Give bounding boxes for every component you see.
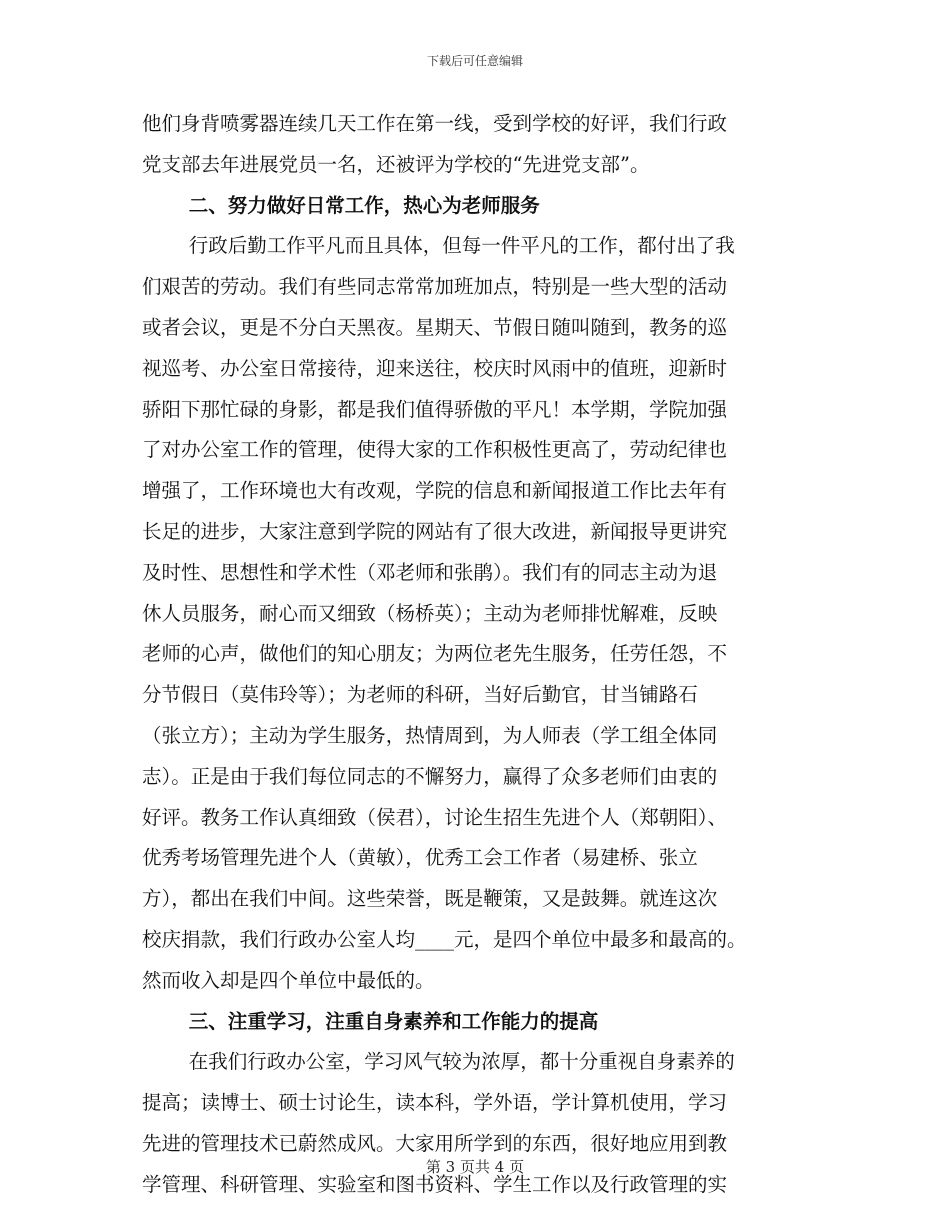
body-text-line: 方），都出在我们中间。这些荣誉，既是鞭策，又是鼓舞。就连这次 (142, 887, 718, 911)
section-heading: 三、注重学习，注重自身素养和工作能力的提高 (188, 1009, 599, 1033)
body-text-line: 们艰苦的劳动。我们有些同志常常加班加点，特别是一些大型的活动 (142, 275, 728, 299)
body-text-line: 然而收入却是四个单位中最低的。 (142, 968, 435, 992)
body-text-line: 他们身背喷雾器连续几天工作在第一线，受到学校的好评，我们行政 (142, 112, 728, 135)
body-text-line: 学管理、科研管理、实验室和图书资料、学生工作以及行政管理的实 (142, 1172, 728, 1196)
page-footer: 第 3 页共 4 页 (425, 1158, 525, 1176)
body-text-line: 老师的心声，做他们的知心朋友；为两位老先生服务，任劳任怨，不 (142, 642, 728, 666)
page-header: 下载后可任意编辑 (426, 54, 523, 68)
body-text-line: （张立方）；主动为学生服务，热情周到，为人师表（学工组全体同 (142, 723, 718, 747)
body-text-line: 视巡考、办公室日常接待，迎来送往，校庆时风雨中的值班，迎新时 (142, 356, 728, 380)
body-text-line: 优秀考场管理先进个人（黄敏），优秀工会工作者（易建桥、张立 (142, 846, 698, 870)
section-heading: 二、努力做好日常工作，热心为老师服务 (188, 193, 540, 217)
body-text-line: 提高；读博士、硕士讨论生，读本科，学外语，学计算机使用，学习 (142, 1091, 728, 1115)
body-text-line: 在我们行政办公室，学习风气较为浓厚，都十分重视自身素养的 (188, 1050, 735, 1074)
body-text-line: 党支部去年进展党员一名，还被评为学校的“先进党支部”。 (142, 152, 650, 176)
body-text-line: 长足的进步，大家注意到学院的网站有了很大改进，新闻报导更讲究 (142, 519, 728, 543)
body-text-line: 及时性、思想性和学术性（邓老师和张鹃）。我们有的同志主动为退 (142, 560, 718, 584)
body-text-line: 了对办公室工作的管理，使得大家的工作积极性更高了，劳动纪律也 (142, 438, 728, 462)
body-text-line: 休人员服务，耐心而又细致（杨桥英）；主动为老师排忧解难，反映 (142, 601, 718, 625)
body-text-line: 分节假日（莫伟玲等）；为老师的科研，当好后勤官，甘当铺路石 (142, 683, 698, 707)
body-text-line: 或者会议，更是不分白天黑夜。星期天、节假日随叫随到，教务的巡 (142, 315, 728, 339)
body-text-line: 志）。正是由于我们每位同志的不懈努力，赢得了众多老师们由衷的 (142, 764, 718, 788)
body-text-line: 好评。教务工作认真细致（侯君），讨论生招生先进个人（郑朝阳）、 (142, 805, 728, 829)
body-text-line: 增强了，工作环境也大有改观，学院的信息和新闻报道工作比去年有 (142, 479, 728, 503)
body-text-line: 先进的管理技术已蔚然成风。大家用所学到的东西，很好地应用到教 (142, 1131, 728, 1155)
body-text-line: 行政后勤工作平凡而且具体，但每一件平凡的工作，都付出了我 (188, 234, 735, 258)
body-text-line: 校庆捐款，我们行政办公室人均____元，是四个单位中最多和最高的。 (142, 927, 747, 951)
document-body (142, 104, 822, 1206)
body-text-line: 骄阳下那忙碌的身影，都是我们值得骄傲的平凡！本学期，学院加强 (142, 397, 728, 421)
